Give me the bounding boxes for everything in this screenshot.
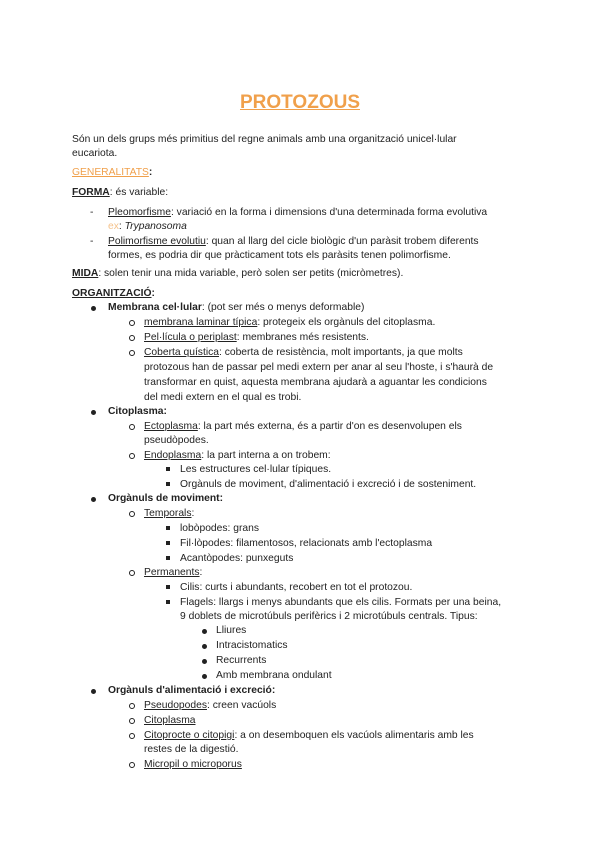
polimorfisme-cont: formes, es podria dir que pràcticament tots els paràsits tenen polimorfisme. (108, 250, 451, 261)
tipus-3: Recurrents (216, 655, 267, 666)
generalitats-colon: : (148, 167, 153, 178)
ectoplasma-cont: pseudòpodes. (144, 435, 209, 446)
permanents-item-2-cont: 9 doblets de microtúbuls perifèrics i 2 microtúbuls centrals. Tipus: (180, 611, 478, 622)
polimorfisme-line (108, 235, 479, 249)
bullet-dot (202, 659, 207, 664)
bullet-square (166, 467, 170, 471)
bullet-dot (91, 497, 96, 502)
dash-bullet-2: - (90, 236, 94, 247)
organitzacio-label: ORGANITZACIÓ (72, 288, 152, 299)
membrana-item-2-term: Pel·lícula o periplast (144, 332, 237, 343)
membrana-item-3-text: : coberta de resistència, molt importants, ja que molts (218, 347, 463, 358)
endoplasma-text: : la part interna a on trobem: (201, 450, 331, 461)
alimentacio-item-2-term: Citoplasma (144, 715, 196, 726)
bullet-square (166, 585, 170, 589)
permanents-colon: : (199, 567, 203, 578)
temporals-item-3: Acantòpodes: punxeguts (180, 553, 294, 564)
alimentacio-item-2 (144, 714, 196, 728)
ectoplasma-line (144, 420, 462, 434)
bullet-square (166, 556, 170, 560)
intro-line-2: eucariota. (72, 148, 118, 159)
membrana-item-3-term: Coberta quística (144, 347, 219, 358)
generalitats-label: GENERALITATS (72, 167, 149, 178)
permanents-item-2: Flagels: llargs i menys abundants que els cilis. Formats per una beina, (180, 597, 502, 608)
page-title: PROTOZOUS (240, 92, 360, 113)
tipus-2: Intracistomatics (216, 640, 288, 651)
pleomorfisme-line (108, 206, 487, 220)
mida-line (72, 267, 403, 281)
example-species: Trypanosoma (124, 221, 187, 232)
permanents-item-1: Cilis: curts i abundants, recobert en tot el protozou. (180, 582, 413, 593)
alimentacio-item-3-text: : a on desemboquen els vacúols alimentaris amb les (234, 730, 474, 741)
bullet-square (166, 526, 170, 530)
bullet-dot (202, 644, 207, 649)
temporals-line (144, 507, 194, 521)
membrana-item-1 (144, 316, 435, 330)
tipus-1: Lliures (216, 625, 247, 636)
dash-bullet-1: - (90, 207, 94, 218)
bullet-ring (129, 718, 135, 724)
bullet-ring (129, 335, 135, 341)
alimentacio-item-3-cont: restes de la digestió. (144, 744, 239, 755)
bullet-ring (129, 762, 135, 768)
mida-label: MIDA (72, 268, 99, 279)
alimentacio-item-4 (144, 758, 242, 772)
membrana-item-1-text: : protegeix els orgànuls del citoplasma. (257, 317, 436, 328)
example-line (108, 220, 187, 234)
membrana-item-2 (144, 331, 369, 345)
bullet-ring (129, 703, 135, 709)
bullet-ring (129, 424, 135, 430)
forma-label: FORMA (72, 187, 110, 198)
membrana-text: : (pot ser més o menys deformable) (201, 302, 365, 313)
membrana-item-1-term: membrana laminar típica (144, 317, 258, 328)
permanents-label: Permanents (144, 567, 200, 578)
membrana-item-3 (144, 346, 463, 360)
bullet-ring (129, 511, 135, 517)
permanents-line (144, 566, 202, 580)
membrana-cont-3: del medi extern en el qual es trobi. (144, 392, 302, 403)
bullet-ring (129, 453, 135, 459)
alimentacio-item-3-term: Citoprocte o citopigi (144, 730, 235, 741)
mida-text: : solen tenir una mida variable, però solen ser petits (micròmetres). (98, 268, 404, 279)
alimentacio-item-1-text: : creen vacúols (206, 700, 277, 711)
membrana-label: Membrana cel·lular (108, 302, 202, 313)
bullet-ring (129, 350, 135, 356)
temporals-label: Temporals (144, 508, 192, 519)
polimorfisme-text: : quan al llarg del cicle biològic d'un paràsit trobem diferents (205, 236, 479, 247)
example-sep: : (118, 221, 125, 232)
forma-line (72, 186, 168, 200)
endoplasma-line (144, 449, 331, 463)
bullet-ring (129, 733, 135, 739)
membrana-cont-1: protozous han de passar pel medi extern per anar al seu l'hoste, i s'haurà de (144, 362, 494, 373)
bullet-dot (202, 674, 207, 679)
bullet-dot (91, 306, 96, 311)
polimorfisme-term: Polimorfisme evolutiu (108, 236, 206, 247)
alimentacio-item-1-term: Pseudopodes (144, 700, 207, 711)
membrana-cont-2: transformar en quist, aquesta membrana ajudarà a aguantar les condicions (144, 377, 487, 388)
alimentacio-label: Orgànuls d'alimentació i excreció: (108, 685, 276, 696)
citoplasma-label: Citoplasma: (108, 406, 167, 417)
bullet-dot (91, 410, 96, 415)
forma-text: : és variable: (109, 187, 169, 198)
bullet-ring (129, 570, 135, 576)
endoplasma-sub-1: Les estructures cel·lular típiques. (180, 464, 332, 475)
generalitats-heading (72, 166, 152, 180)
organitzacio-heading (72, 287, 155, 301)
example-label: ex (108, 221, 119, 232)
pleomorfisme-text: : variació en la forma i dimensions d'una determinada forma evolutiva (170, 207, 488, 218)
temporals-item-1: lobòpodes: grans (180, 523, 260, 534)
ectoplasma-text: : la part més externa, és a partir d'on es desenvolupen els (197, 421, 462, 432)
temporals-item-2: Fil·lòpodes: filamentosos, relacionats amb l'ectoplasma (180, 538, 433, 549)
organitzacio-colon: : (151, 288, 155, 299)
intro-line-1: Són un dels grups més primitius del regne animals amb una organització unicel·lular (72, 134, 457, 145)
bullet-ring (129, 320, 135, 326)
bullet-square (166, 541, 170, 545)
alimentacio-item-4-term: Micropil o microporus (144, 759, 242, 770)
endoplasma-sub-2: Orgànuls de moviment, d'alimentació i excreció i de sosteniment. (180, 479, 477, 490)
ectoplasma-term: Ectoplasma (144, 421, 198, 432)
pleomorfisme-term: Pleomorfisme (108, 207, 171, 218)
bullet-square (166, 600, 170, 604)
moviment-label: Orgànuls de moviment: (108, 493, 224, 504)
alimentacio-item-3 (144, 729, 474, 743)
tipus-4: Amb membrana ondulant (216, 670, 332, 681)
bullet-dot (91, 689, 96, 694)
membrana-line (108, 301, 364, 315)
temporals-colon: : (191, 508, 195, 519)
bullet-square (166, 482, 170, 486)
alimentacio-item-1 (144, 699, 276, 713)
membrana-item-2-text: : membranes més resistents. (236, 332, 369, 343)
bullet-dot (202, 629, 207, 634)
endoplasma-term: Endoplasma (144, 450, 202, 461)
